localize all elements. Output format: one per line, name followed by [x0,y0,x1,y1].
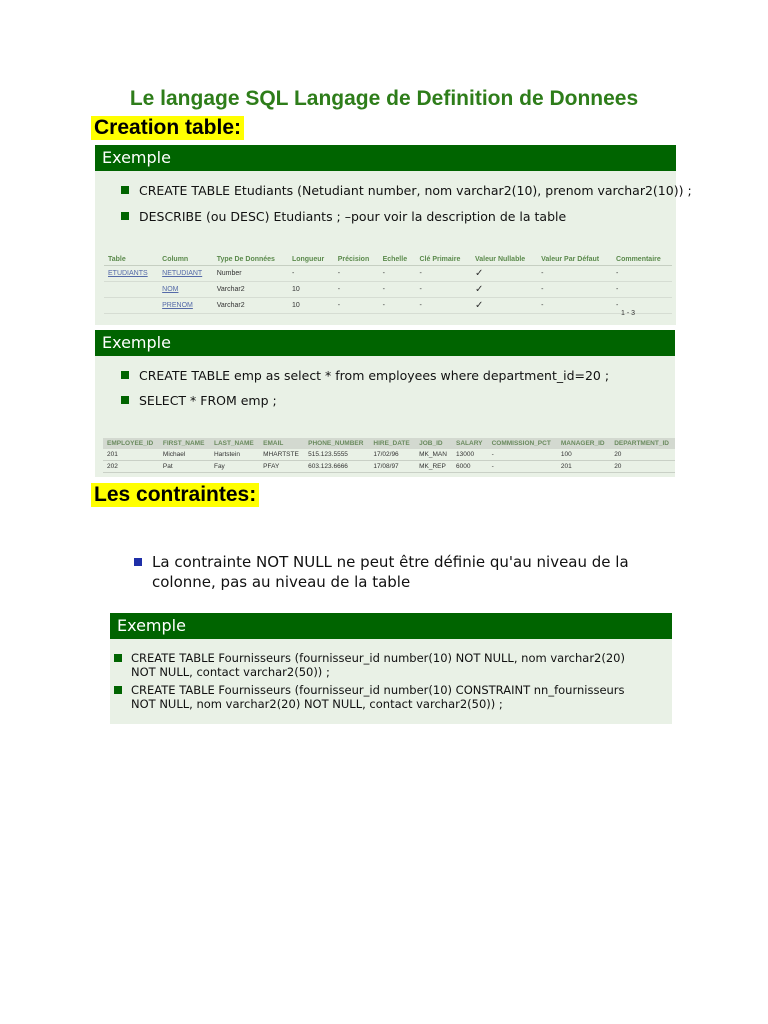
describe-result-table [104,254,672,314]
bullet-item: CREATE TABLE Etudiants (Netudiant number, nom varchar2(10), prenom varchar2(10)) ; [121,183,692,198]
column-link[interactable]: NETUDIANT [158,266,213,282]
bullet-item: DESCRIBE (ou DESC) Etudiants ; –pour voir la description de la table [121,209,566,224]
column-header: Longueur [288,254,334,266]
square-bullet-icon [121,186,129,194]
square-bullet-icon [121,371,129,379]
bullet-item: SELECT * FROM emp ; [121,393,277,408]
square-bullet-icon [134,558,142,566]
column-header: Echelle [379,254,416,266]
constraint-bullet: La contrainte NOT NULL ne peut être définie qu'au niveau de la colonne, pas au niveau de la table [134,552,629,592]
column-link[interactable]: PRENOM [158,298,213,314]
column-header: HIRE_DATE [369,438,415,449]
column-header: Column [158,254,213,266]
table-row: NOM Varchar2 10 - - - ✓ - - [104,282,672,298]
square-bullet-icon [114,686,122,694]
emp-result-table [103,438,675,473]
table-row: 201 Michael Hartstein MHARTSTE 515.123.5555 17/02/96 MK_MAN 13000 - 100 20 [103,449,675,461]
column-header: Valeur Par Défaut [537,254,612,266]
column-header: Clé Primaire [416,254,472,266]
column-header: Précision [334,254,379,266]
column-header: EMPLOYEE_ID [103,438,159,449]
check-icon: ✓ [471,298,537,314]
column-header: Commentaire [612,254,672,266]
column-header: EMAIL [259,438,304,449]
table-row: 202 Pat Fay PFAY 603.123.6666 17/08/97 MK_REP 6000 - 201 20 [103,461,675,473]
section-heading-creation: Creation table: [91,116,244,140]
column-header: SALARY [452,438,488,449]
column-header: LAST_NAME [210,438,259,449]
pagination: 1 - 3 [621,310,636,317]
example-box-header: Exemple [110,613,672,639]
check-icon: ✓ [471,266,537,282]
square-bullet-icon [114,654,122,662]
section-heading-contraintes: Les contraintes: [91,483,259,507]
column-header: FIRST_NAME [159,438,210,449]
bullet-item: CREATE TABLE emp as select * from employees where department_id=20 ; [121,368,609,383]
square-bullet-icon [121,212,129,220]
bullet-item: CREATE TABLE Fournisseurs (fournisseur_id number(10) CONSTRAINT nn_fournisseurs NOT NULL, nom varchar2(20) NOT NULL, contact varchar2(50)) ; [131,683,625,711]
column-header: Table [104,254,158,266]
table-link[interactable]: ETUDIANTS [104,266,158,282]
example-box-header: Exemple [95,330,675,356]
column-header: Valeur Nullable [471,254,537,266]
column-header: JOB_ID [415,438,452,449]
column-header: PHONE_NUMBER [304,438,369,449]
page-title: Le langage SQL Langage de Definition de Donnees [129,87,639,110]
column-header: COMMISSION_PCT [488,438,557,449]
column-header: Type De Données [213,254,288,266]
square-bullet-icon [121,396,129,404]
example-box-header: Exemple [95,145,676,171]
table-row: ETUDIANTS NETUDIANT Number - - - - ✓ - - [104,266,672,282]
check-icon: ✓ [471,282,537,298]
bullet-item: CREATE TABLE Fournisseurs (fournisseur_id number(10) NOT NULL, nom varchar2(20) NOT NULL, contact varchar2(50)) ; [131,651,625,679]
column-link[interactable]: NOM [158,282,213,298]
column-header: DEPARTMENT_ID [610,438,675,449]
table-row: PRENOM Varchar2 10 - - - ✓ - - [104,298,672,314]
column-header: MANAGER_ID [557,438,610,449]
